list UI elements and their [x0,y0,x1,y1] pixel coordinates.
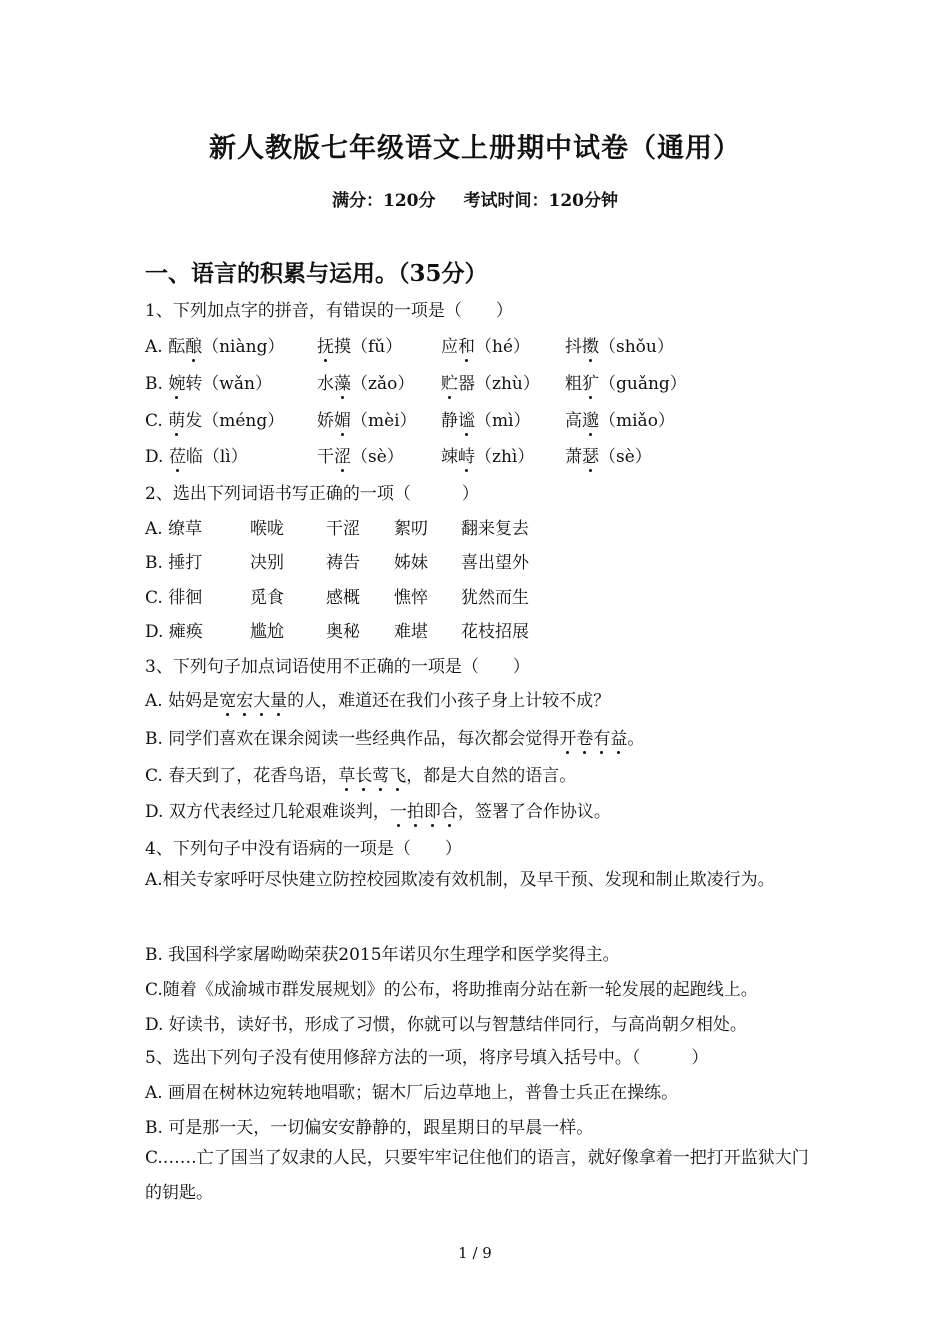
text: A. 酝 [145,337,186,357]
text: 竦 [441,447,458,467]
dotted-char: 量 [270,686,287,711]
word: 喉咙 [250,519,284,539]
dotted-char: 一 [390,797,407,822]
dotted-char: 宏 [236,686,253,711]
text: （zǎo） [351,374,415,394]
text: 应 [441,337,458,357]
dotted-char: 益 [610,724,627,749]
word: 祷告 [326,553,360,573]
text: 娇 [317,411,334,431]
dotted-char: 邈 [582,406,599,431]
q3-stem: 3、下列句子加点词语使用不正确的一项是（ ） [145,657,530,677]
q5-stem: 5、选出下列句子没有使用修辞方法的一项，将序号填入括号中。（ ） [145,1048,709,1068]
q4-option-a: A.相关专家呼吁尽快建立防控校园欺凌有效机制，及早干预、发现和制止欺凌行为。 [145,870,775,890]
q3-option-c [145,761,576,786]
exam-title: 新人教版七年级语文上册期中试卷（通用） [209,133,741,164]
dotted-char: 涩 [334,442,351,467]
dotted-char: 有 [593,724,610,749]
text: 抖 [565,337,582,357]
word: 翻来复去 [461,519,529,539]
dotted-char: 擞 [582,332,599,357]
exam-subtitle [0,186,950,211]
time-label: 考试时间：120分钟 [463,191,618,211]
q3-option-a [145,686,610,711]
score-label: 满分：120分 [332,191,436,211]
q3-option-d [145,797,611,822]
text: 。 [627,729,645,749]
dotted-char: 宽 [219,686,236,711]
dotted-char: 草 [338,761,355,786]
text: 转（wǎn） [185,374,272,394]
page-number: 1 / 9 [458,1244,492,1262]
text: 摸（fǔ） [334,337,403,357]
word: A. 缭草 [145,519,203,539]
dotted-char: 和 [458,332,475,357]
text: （mì） [475,411,531,431]
text: 粗 [565,374,582,394]
dotted-char: 卷 [576,724,593,749]
word: D. 瘫痪 [145,622,203,642]
q4-option-b: B. 我国科学家屠呦呦荣获2015年诺贝尔生理学和医学奖得主。 [145,945,620,965]
text: D. 双方代表经过几轮艰难谈判， [145,802,390,822]
word: 絮叨 [394,519,428,539]
section-heading: 一、语言的积累与运用。（35分） [145,260,488,287]
q3-option-b [145,724,644,749]
word: 奥秘 [326,622,360,642]
text: 发（méng） [185,411,285,431]
word: 喜出望外 [461,553,529,573]
dotted-char: 贮 [441,369,458,394]
text: （miǎo） [599,411,675,431]
dotted-char: 瑟 [582,442,599,467]
dotted-char: 开 [559,724,576,749]
text: （mèi） [351,411,417,431]
word: 觅食 [250,588,284,608]
dotted-phrase [219,691,287,711]
text: 高 [565,411,582,431]
dotted-phrase [390,802,458,822]
dotted-phrase [338,766,406,786]
dotted-char: 莅 [169,442,186,467]
text: 水 [317,374,334,394]
dotted-char: 莺 [372,761,389,786]
q5-option-c: C.……亡了国当了奴隶的人民，只要牢牢记住他们的语言，就好像拿着一把打开监狱大门的钥匙。 [145,1148,809,1203]
q5-option-a: A. 画眉在树林边宛转地唱歌；锯木厂后边草地上，普鲁士兵正在操练。 [145,1083,679,1103]
word: B. 捶打 [145,553,203,573]
text: 临（lì） [185,447,248,467]
q4-option-d: D. 好读书，读好书，形成了习惯，你就可以与智慧结伴同行，与高尚朝夕相处。 [145,1015,747,1035]
text: 器（zhù） [458,374,540,394]
dotted-char: 谧 [458,406,475,431]
text: （zhì） [475,447,535,467]
word: 难堪 [394,622,428,642]
dotted-char: 即 [424,797,441,822]
text: 的人，难道还在我们小孩子身上计较不成？ [287,691,611,711]
text: B. 同学们喜欢在课余阅读一些经典作品，每次都会觉得 [145,729,560,749]
text: （niàng） [202,337,285,357]
dotted-char: 婉 [168,369,185,394]
word: 憔悴 [394,588,428,608]
text: C. [145,411,169,431]
text: A. 姑妈是 [145,691,220,711]
word: 犹然而生 [461,588,529,608]
word: 尴尬 [250,622,284,642]
text: B. [145,374,169,394]
dotted-char: 拍 [407,797,424,822]
dotted-char: 媚 [334,406,351,431]
dotted-char: 长 [355,761,372,786]
word: 决别 [250,553,284,573]
text: （hé） [475,337,531,357]
dotted-phrase [559,729,627,749]
text: 萧 [565,447,582,467]
word: 干涩 [326,519,360,539]
text: （guǎng） [599,374,687,394]
word: 姊妹 [394,553,428,573]
text: 干 [317,447,334,467]
q4-stem: 4、下列句子中没有语病的一项是（ ） [145,839,462,859]
text: D. [145,447,169,467]
dotted-char: 合 [441,797,458,822]
dotted-char: 大 [253,686,270,711]
q4-option-c: C.随着《成渝城市群发展规划》的公布，将助推南分站在新一轮发展的起跑线上。 [145,980,758,1000]
q1-stem: 1、下列加点字的拼音，有错误的一项是（ ） [145,301,513,321]
word: 花枝招展 [461,622,529,642]
dotted-char: 犷 [582,369,599,394]
dotted-char: 飞 [389,761,406,786]
word: C. 徘徊 [145,588,203,608]
text: ，签署了合作协议。 [457,802,611,822]
text: ，都是大自然的语言。 [406,766,577,786]
text: （sè） [351,447,404,467]
q2-stem: 2、选出下列词语书写正确的一项（ ） [145,484,479,504]
dotted-char: 抚 [317,332,334,357]
dotted-char: 藻 [334,369,351,394]
word: 感概 [326,588,360,608]
text: （sè） [599,447,652,467]
dotted-char: 萌 [168,406,185,431]
q5-option-b: B. 可是那一天，一切偏安安静静的，跟星期日的早晨一样。 [145,1118,594,1138]
text: 静 [441,411,458,431]
text: （shǒu） [599,337,674,357]
dotted-char: 峙 [458,442,475,467]
dotted-char: 酿 [185,332,202,357]
text: C. 春天到了，花香鸟语， [145,766,339,786]
